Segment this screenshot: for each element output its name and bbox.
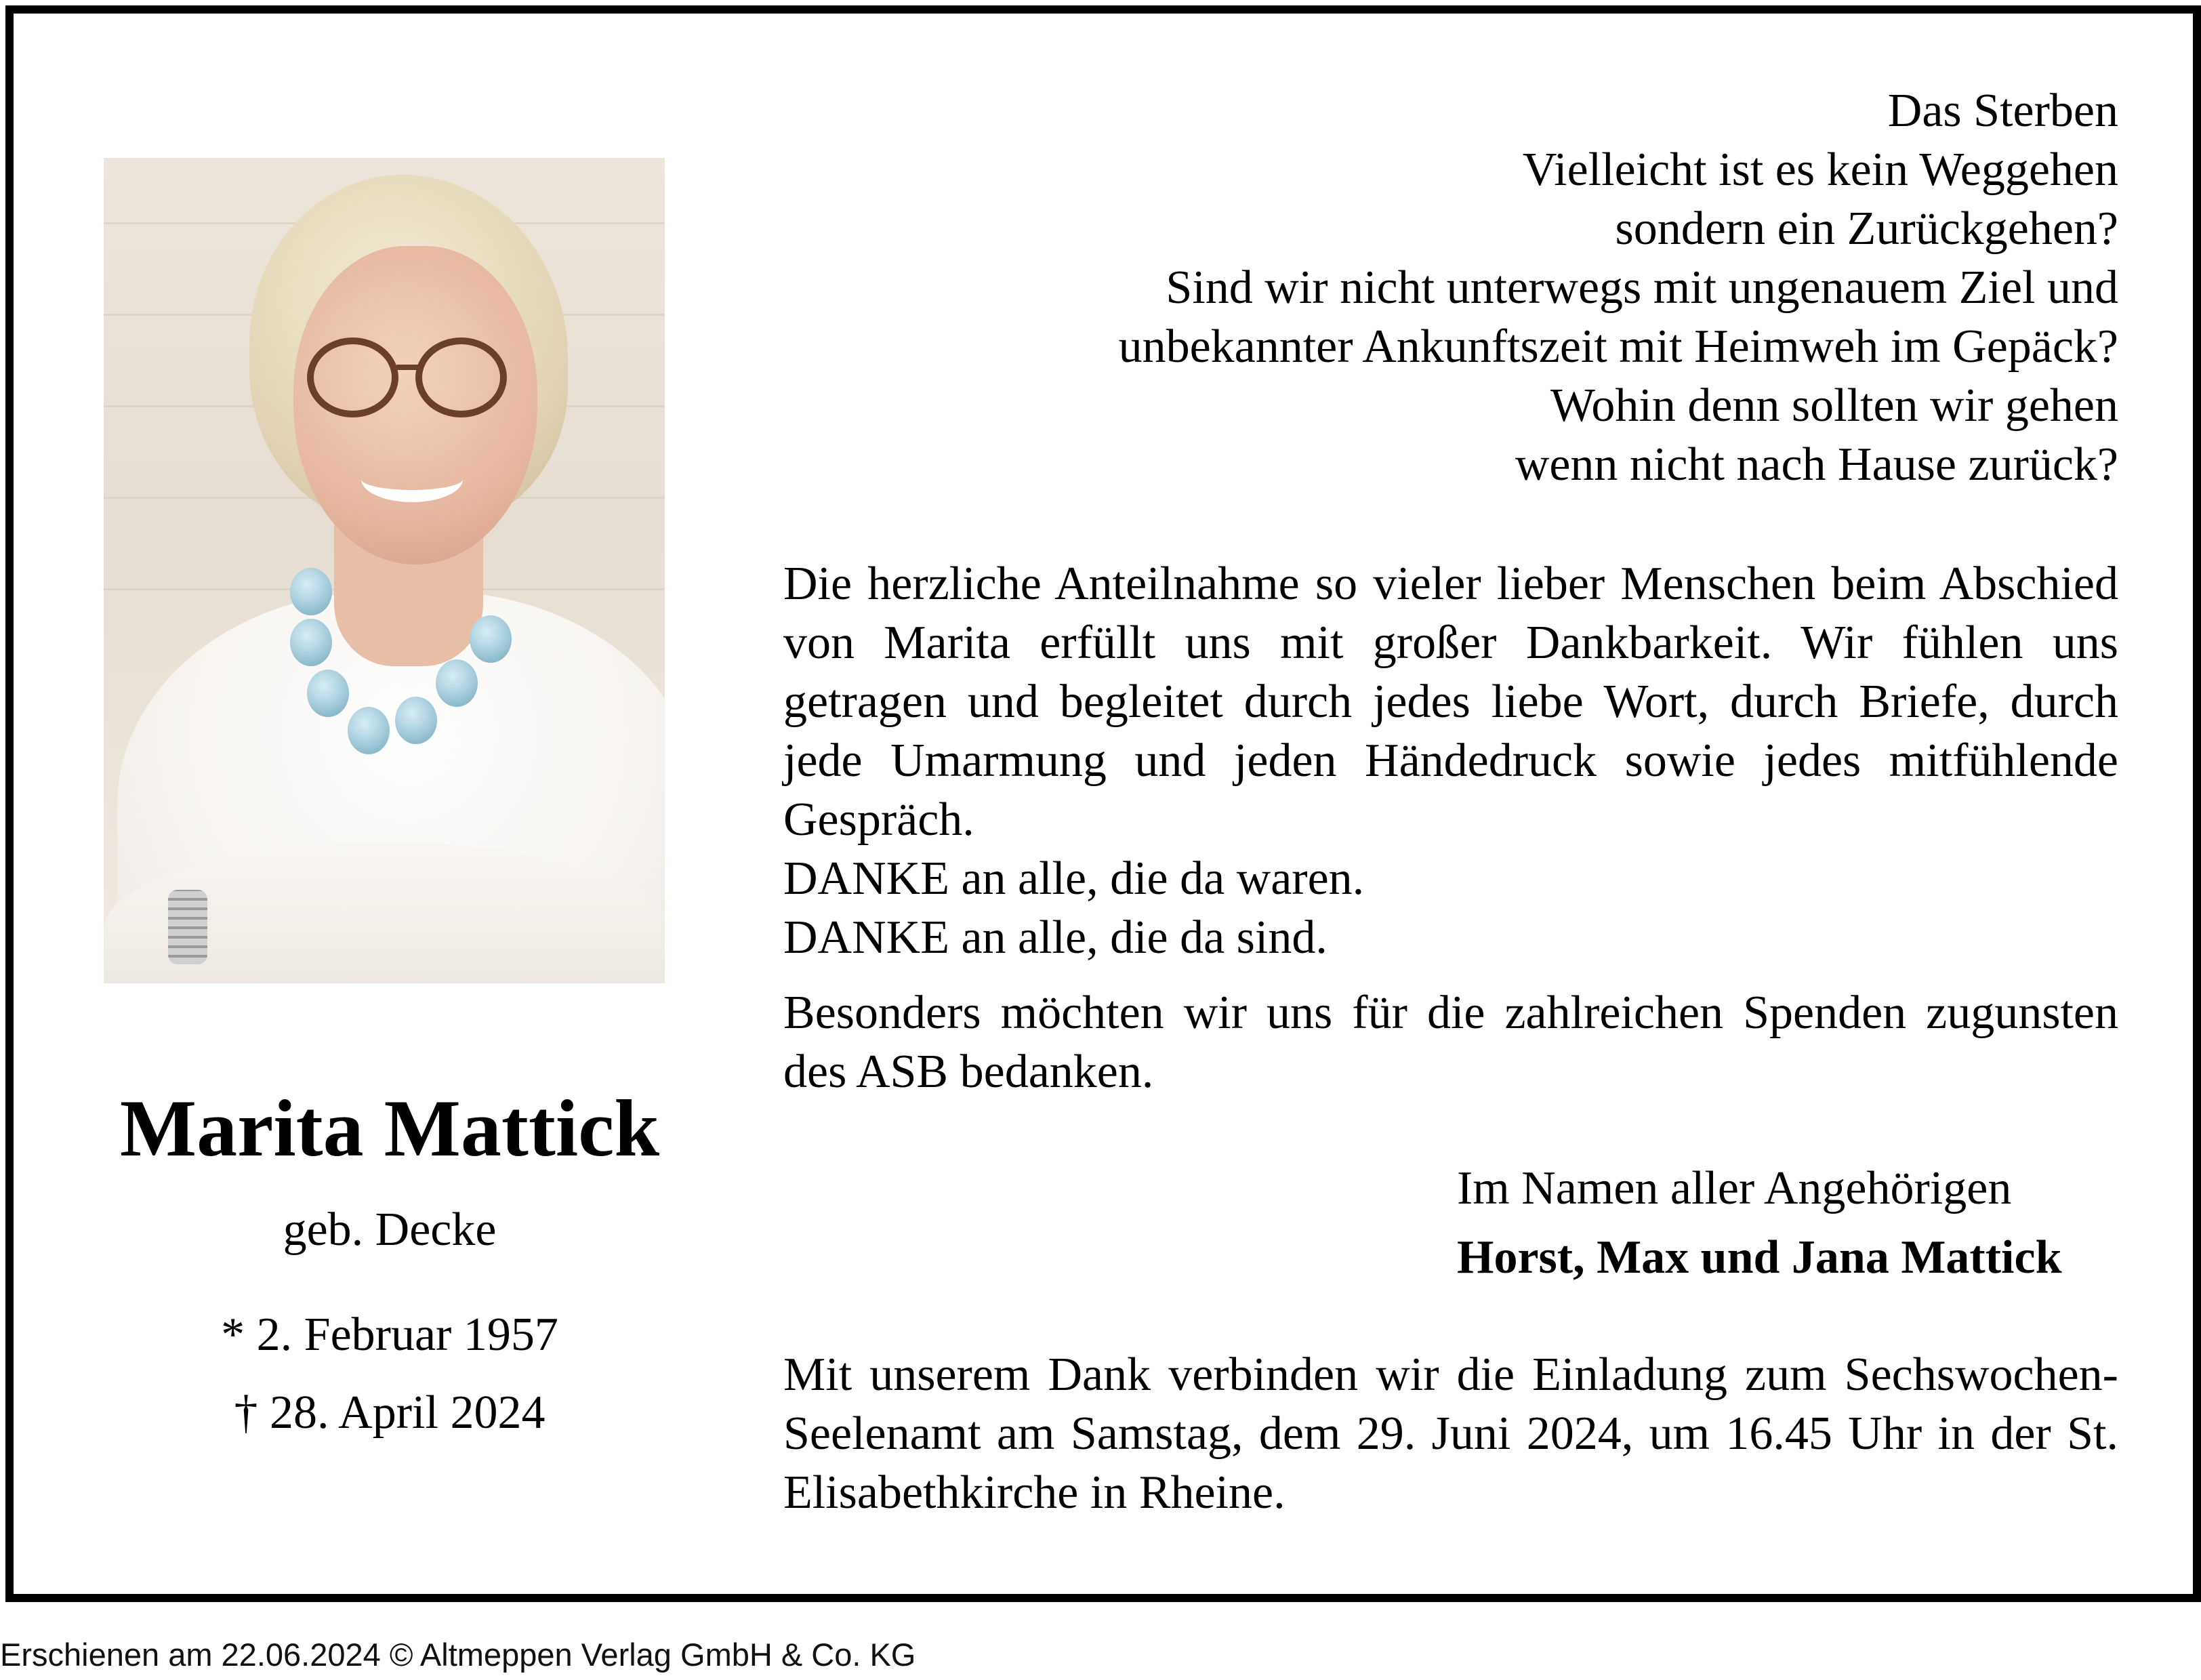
poem-title: Das Sterben	[1887, 85, 2118, 137]
death-date: † 28. April 2024	[234, 1387, 546, 1439]
poem-line: unbekannter Ankunftszeit mit Heimweh im Gepäck?	[1118, 321, 2118, 373]
poem	[899, 81, 2118, 494]
poem-line: Wohin denn sollten wir gehen	[1550, 380, 2118, 432]
poem-line: sondern ein Zurückgehen?	[1615, 203, 2118, 255]
signature-intro: Im Namen aller Angehörigen	[1457, 1162, 2012, 1214]
donations-paragraph: Besonders möchten wir uns für die zahlreichen Spenden zugunsten des ASB bedanken.	[783, 987, 2118, 1098]
poem-line: Sind wir nicht unterwegs mit ungenauem Ziel und	[1166, 262, 2118, 314]
signature-names: Horst, Max und Jana Mattick	[1457, 1231, 2062, 1284]
thanks-paragraph: Die herzliche Anteilnahme so vieler lieber Menschen beim Abschied von Marita erfüllt uns mit großer Dankbarkeit. Wir fühlen uns getragen und begleitet durch jedes liebe Wort, durch Briefe, durch jede Umarmung und jeden Händedruck sowie jedes mitfühlende Gespräch.	[783, 558, 2118, 846]
danke-line: DANKE an alle, die da sind.	[783, 911, 1328, 964]
publication-footer: Erschienen am 22.06.2024 © Altmeppen Verlag GmbH & Co. KG	[0, 1637, 916, 1673]
danke-line: DANKE an alle, die da waren.	[783, 853, 1365, 905]
maiden-name: geb. Decke	[283, 1204, 497, 1256]
poem-line: Vielleicht ist es kein Weggehen	[1522, 144, 2118, 196]
birth-date: * 2. Februar 1957	[221, 1309, 558, 1361]
invitation-paragraph: Mit unserem Dank verbinden wir die Einladung zum Sechswochen-Seelenamt am Samstag, dem 29. Juni 2024, um 16.45 Uhr in der St. Elisabethkirche in Rheine.	[783, 1349, 2118, 1519]
deceased-name: Marita Mattick	[119, 1083, 660, 1173]
poem-line: wenn nicht nach Hause zurück?	[1515, 438, 2118, 491]
portrait-photo	[104, 158, 665, 983]
